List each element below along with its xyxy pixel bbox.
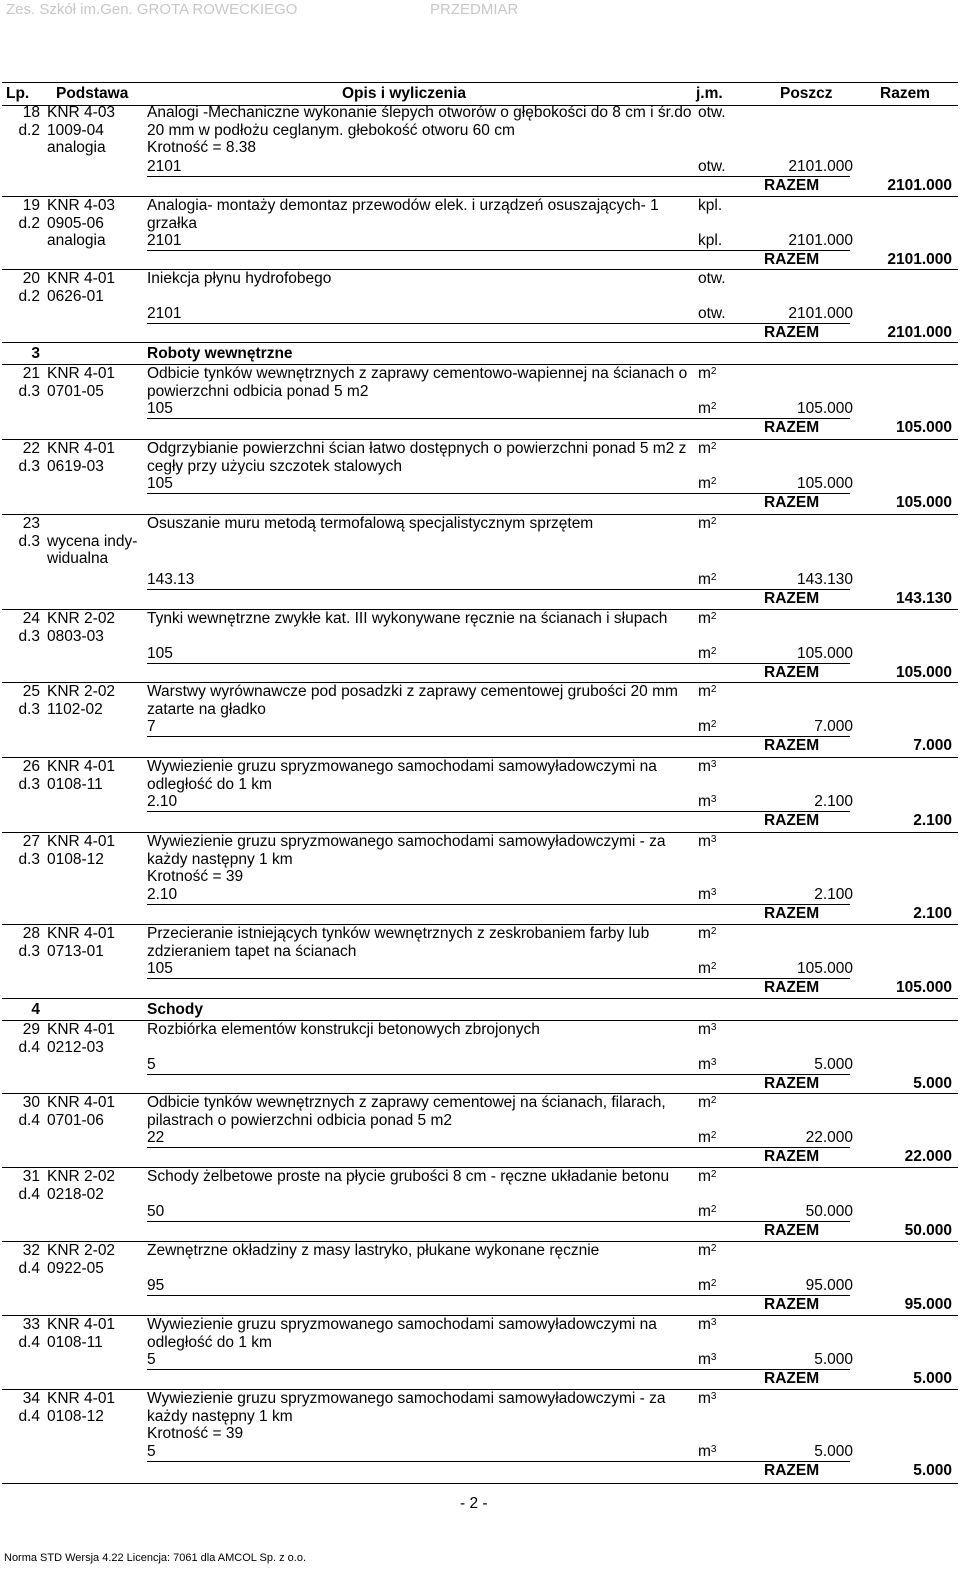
table-row [2,1316,958,1390]
item-basis: KNR 2-02 0218-02 [47,1168,116,1203]
calc-quantity: 105 [147,645,173,662]
item-number: 33 d.4 [18,1316,40,1351]
item-unit: $m^2$ [698,1168,717,1185]
calc-partial: 7.000 [814,718,853,735]
item-number: 26 d.3 [18,758,40,793]
calc-quantity: 22 [147,1129,165,1146]
razem-value: 95.000 [904,1295,952,1313]
calc-underline [147,978,850,979]
razem-label: RAZEM [764,250,820,268]
item-description: Odgrzybianie powierzchni ścian łatwo dostępnych o powierzchni ponad 5 m2 z cegły przy użyciu szczotek stalowych [147,440,687,475]
calc-partial: 2.100 [814,886,853,903]
table-row [2,104,958,197]
item-number: 31 d.4 [18,1168,40,1203]
table-row [2,515,958,610]
section-name: Roboty wewnętrzne [147,345,293,362]
razem-value: 5.000 [913,1369,952,1387]
razem-value: 7.000 [913,736,952,754]
razem-label: RAZEM [764,1295,820,1313]
table-row [2,925,958,999]
calc-quantity: 2101 [147,305,182,322]
item-description: Rozbiórka elementów konstrukcji betonowych zbrojonych [147,1021,540,1038]
calc-underline [147,736,850,737]
item-basis: KNR 4-01 0701-06 [47,1094,116,1129]
table-row [2,440,958,515]
item-number: 22 d.3 [18,440,40,475]
calc-unit: $m^3$ [698,1351,717,1368]
item-description: Osuszanie muru metodą termofalową specjalistycznym sprzętem [147,515,594,532]
calc-unit: $m^2$ [698,571,717,588]
item-unit: $m^2$ [698,925,717,942]
item-number: 19 d.2 [18,197,40,232]
calc-unit: $m^3$ [698,793,717,810]
calc-unit: $m^2$ [698,960,717,977]
item-number: 25 d.3 [18,683,40,718]
item-unit: kpl. [698,197,723,214]
calc-underline [147,493,850,494]
section-number: 3 [31,345,40,362]
razem-value: 5.000 [913,1461,952,1479]
calc-quantity: 2.10 [147,886,178,903]
table-row [2,197,958,270]
razem-value: 143.130 [895,589,952,607]
table-row [2,1168,958,1242]
razem-label: RAZEM [764,736,820,754]
calc-underline [147,1221,850,1222]
table-header [2,82,958,106]
calc-quantity: 143.13 [147,571,195,588]
razem-value: 105.000 [895,418,952,436]
item-basis: KNR 4-01 0713-01 [47,925,116,960]
item-unit: $m^2$ [698,440,717,457]
item-basis: KNR 4-01 0619-03 [47,440,116,475]
calc-underline [147,904,850,905]
item-unit: $m^3$ [698,1390,717,1407]
footer-license: Norma STD Wersja 4.22 Licencja: 7061 dla AMCOL Sp. z o.o. [4,1552,307,1564]
calc-quantity: 105 [147,960,173,977]
calc-partial: 143.130 [796,571,853,588]
calc-underline [147,176,850,177]
calc-unit: $m^2$ [698,1277,717,1294]
item-number: 34 d.4 [18,1390,40,1425]
calc-unit: $m^3$ [698,1056,717,1073]
item-number: 21 d.3 [18,365,40,400]
calc-partial: 105.000 [796,400,853,417]
item-basis: KNR 2-02 1102-02 [47,683,116,718]
calc-partial: 2101.000 [788,158,853,175]
item-basis: KNR 4-01 0108-12 [47,1390,116,1425]
calc-quantity: 105 [147,475,173,492]
section-row [2,999,958,1021]
razem-value: 2101.000 [887,176,952,194]
table-row [2,365,958,440]
header-lp: Lp. [6,85,30,102]
calc-underline [147,250,850,251]
item-number: 29 d.4 [18,1021,40,1056]
item-basis: KNR 4-01 0108-12 [47,833,116,868]
item-basis: KNR 2-02 0922-05 [47,1242,116,1277]
table-row [2,683,958,758]
calc-underline [147,1074,850,1075]
item-number: 18 d.2 [18,104,40,139]
table-row [2,1390,958,1484]
item-description: Warstwy wyrównawcze pod posadzki z zaprawy cementowej grubości 20 mm zatarte na gładko [147,683,678,718]
razem-value: 105.000 [895,663,952,681]
table-row [2,1094,958,1168]
calc-partial: 5.000 [814,1056,853,1073]
razem-label: RAZEM [764,1147,820,1165]
item-number: 20 d.2 [18,270,40,305]
razem-label: RAZEM [764,493,820,511]
item-basis: KNR 4-01 0108-11 [47,1316,116,1351]
item-description: Odbicie tynków wewnętrznych z zaprawy cementowej na ścianach, filarach, pilastrach o powierzchni odbicia ponad 5 m2 [147,1094,666,1129]
item-description: Wywiezienie gruzu spryzmowanego samochodami samowyładowczymi - za każdy następny 1 km Krotność = 39 [147,833,666,885]
item-basis: KNR 4-01 0701-05 [47,365,116,400]
table-row [2,833,958,925]
calc-unit: $m^2$ [698,718,717,735]
item-unit: $m^3$ [698,1316,717,1333]
razem-value: 105.000 [895,978,952,996]
calc-underline [147,323,850,324]
item-description: Schody żelbetowe proste na płycie grubości 8 cm - ręczne układanie betonu [147,1168,670,1185]
item-description: Odbicie tynków wewnętrznych z zaprawy cementowo-wapiennej na ścianach o powierzchni odbicia ponad 5 m2 [147,365,688,400]
calc-partial: 105.000 [796,960,853,977]
calc-quantity: 105 [147,400,173,417]
calc-unit: $m^2$ [698,475,717,492]
item-unit: otw. [698,270,726,287]
item-description: Wywiezienie gruzu spryzmowanego samochodami samowyładowczymi - za każdy następny 1 km Krotność = 39 [147,1390,666,1442]
calc-underline [147,1147,850,1148]
item-basis: KNR 4-03 0905-06 analogia [47,197,116,249]
razem-label: RAZEM [764,323,820,341]
item-description: Tynki wewnętrzne zwykłe kat. III wykonywane ręcznie na ścianach i słupach [147,610,668,627]
calc-partial: 22.000 [805,1129,853,1146]
razem-label: RAZEM [764,1221,820,1239]
calc-quantity: 50 [147,1203,165,1220]
calc-partial: 2101.000 [788,305,853,322]
calc-partial: 105.000 [796,645,853,662]
item-basis: KNR 4-01 0212-03 [47,1021,116,1056]
item-description: Przecieranie istniejących tynków wewnętrznych z zeskrobaniem farby lub zdzieraniem tapet na ścianach [147,925,650,960]
section-row [2,343,958,365]
razem-label: RAZEM [764,978,820,996]
calc-partial: 105.000 [796,475,853,492]
calc-partial: 5.000 [814,1443,853,1460]
razem-value: 2101.000 [887,250,952,268]
przedmiar-table [2,104,958,1484]
calc-quantity: 5 [147,1056,156,1073]
table-row [2,270,958,343]
calc-partial: 2.100 [814,793,853,810]
calc-unit: $m^2$ [698,400,717,417]
razem-label: RAZEM [764,176,820,194]
razem-label: RAZEM [764,811,820,829]
school-name: Zes. Szkół im.Gen. GROTA ROWECKIEGO [6,1,298,18]
item-unit: $m^2$ [698,365,717,382]
item-number: 30 d.4 [18,1094,40,1129]
calc-underline [147,1369,850,1370]
item-unit: $m^3$ [698,758,717,775]
header-opis: Opis i wyliczenia [342,85,467,102]
calc-unit: otw. [698,305,726,322]
table-row [2,758,958,833]
razem-value: 50.000 [904,1221,952,1239]
calc-unit: kpl. [698,232,723,249]
razem-label: RAZEM [764,904,820,922]
item-description: Wywiezienie gruzu spryzmowanego samochodami samowyładowczymi na odległość do 1 km [147,758,657,793]
razem-label: RAZEM [764,1369,820,1387]
razem-label: RAZEM [764,589,820,607]
item-description: Wywiezienie gruzu spryzmowanego samochodami samowyładowczymi na odległość do 1 km [147,1316,657,1351]
item-number: 24 d.3 [18,610,40,645]
razem-value: 105.000 [895,493,952,511]
item-description: Analogi -Mechaniczne wykonanie ślepych otworów o głębokości do 8 cm i śr.do 20 mm w podłożu ceglanym. głebokość otworu 60 cm Krotność = 8.38 [147,104,692,156]
calc-underline [147,418,850,419]
page-topbar [0,0,960,24]
razem-value: 22.000 [904,1147,952,1165]
calc-underline [147,1295,850,1296]
calc-quantity: 2.10 [147,793,178,810]
table-row [2,1242,958,1316]
item-unit: otw. [698,104,726,121]
razem-label: RAZEM [764,1074,820,1092]
page-number: - 2 - [460,1495,488,1512]
header-poszcz: Poszcz [780,85,833,102]
item-unit: $m^2$ [698,1094,717,1111]
calc-partial: 50.000 [805,1203,853,1220]
calc-partial: 2101.000 [788,232,853,249]
item-number: 23 d.3 [18,515,40,550]
item-unit: $m^3$ [698,1021,717,1038]
item-unit: $m^2$ [698,610,717,627]
razem-value: 2.100 [913,904,952,922]
calc-unit: $m^3$ [698,886,717,903]
razem-label: RAZEM [764,1461,820,1479]
calc-underline [147,589,850,590]
calc-unit: $m^2$ [698,1129,717,1146]
item-description: Analogia- montaży demontaz przewodów elek. i urządzeń osuszających- 1 grzałka [147,197,659,232]
calc-underline [147,811,850,812]
calc-quantity: 2101 [147,232,182,249]
calc-partial: 95.000 [805,1277,853,1294]
item-basis: KNR 4-01 0626-01 [47,270,116,305]
header-podstawa: Podstawa [56,85,129,102]
razem-value: 2101.000 [887,323,952,341]
table-row [2,1021,958,1094]
calc-underline [147,663,850,664]
item-description: Iniekcja płynu hydrofobego [147,270,332,287]
calc-unit: $m^2$ [698,645,717,662]
header-jm: j.m. [696,85,723,102]
item-description: Zewnętrzne okładziny z masy lastryko, płukane wykonane ręcznie [147,1242,600,1259]
item-unit: $m^2$ [698,515,717,532]
razem-value: 5.000 [913,1074,952,1092]
item-unit: $m^2$ [698,683,717,700]
item-number: 28 d.3 [18,925,40,960]
item-basis: KNR 4-01 0108-11 [47,758,116,793]
item-basis: wycena indy- widualna [47,532,138,567]
razem-value: 2.100 [913,811,952,829]
calc-quantity: 5 [147,1351,156,1368]
item-basis: KNR 4-03 1009-04 analogia [47,104,116,156]
calc-partial: 5.000 [814,1351,853,1368]
calc-quantity: 7 [147,718,156,735]
calc-unit: $m^3$ [698,1443,717,1460]
calc-quantity: 95 [147,1277,165,1294]
calc-underline [147,1461,850,1462]
section-number: 4 [31,1001,40,1018]
document-title: PRZEDMIAR [430,1,519,18]
calc-unit: otw. [698,158,726,175]
razem-label: RAZEM [764,663,820,681]
calc-unit: $m^2$ [698,1203,717,1220]
item-basis: KNR 2-02 0803-03 [47,610,116,645]
item-unit: $m^3$ [698,833,717,850]
calc-quantity: 2101 [147,158,182,175]
item-unit: $m^2$ [698,1242,717,1259]
item-number: 27 d.3 [18,833,40,868]
item-number: 32 d.4 [18,1242,40,1277]
header-razem: Razem [880,85,930,102]
calc-quantity: 5 [147,1443,156,1460]
razem-label: RAZEM [764,418,820,436]
table-row [2,610,958,683]
section-name: Schody [147,1001,203,1018]
